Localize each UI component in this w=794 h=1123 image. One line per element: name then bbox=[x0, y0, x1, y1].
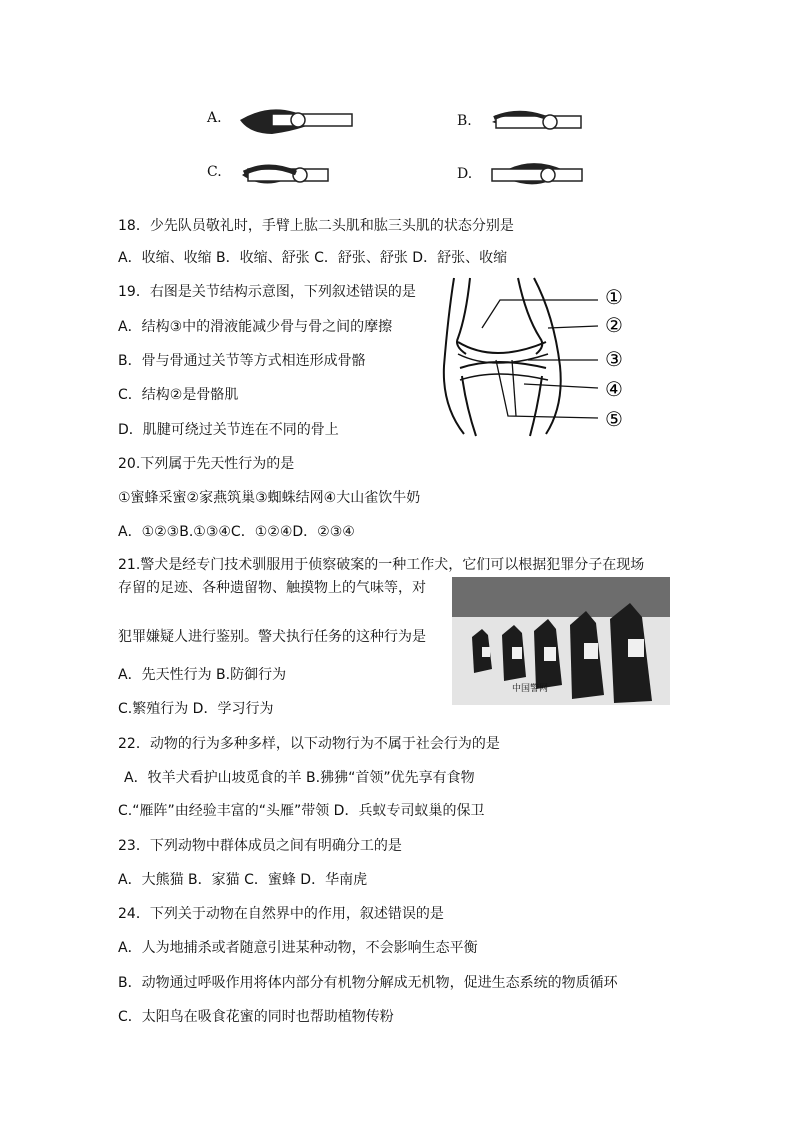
q21-option-line-2: C.繁殖行为 D．学习行为 bbox=[118, 701, 274, 717]
joint-label-5: ⑤ bbox=[605, 407, 623, 431]
q21-option-line-1: A．先天性行为 B.防御行为 bbox=[118, 667, 287, 683]
figure-option-a-drawing bbox=[232, 100, 362, 140]
q21-stem-line-2: 存留的足迹、各种遗留物、触摸物上的气味等，对 bbox=[118, 580, 426, 596]
figure-option-c-drawing bbox=[238, 155, 338, 195]
q19-option-c: C．结构②是骨骼肌 bbox=[118, 387, 239, 403]
q18-options: A．收缩、收缩 B．收缩、舒张 C．舒张、舒张 D．舒张、收缩 bbox=[118, 250, 508, 266]
joint-label-1: ① bbox=[605, 285, 623, 309]
q21-stem-line-3: 犯罪嫌疑人进行鉴别。警犬执行任务的这种行为是 bbox=[118, 629, 426, 645]
q18-stem: 18．少先队员敬礼时，手臂上肱二头肌和肱三头肌的状态分别是 bbox=[118, 218, 514, 234]
photo-caption: 中国警网 bbox=[512, 684, 549, 694]
q23-stem: 23．下列动物中群体成员之间有明确分工的是 bbox=[118, 838, 402, 854]
joint-diagram bbox=[436, 276, 636, 438]
joint-label-4: ④ bbox=[605, 377, 623, 401]
figure-option-d-drawing bbox=[488, 152, 588, 198]
q19-stem: 19．右图是关节结构示意图，下列叙述错误的是 bbox=[118, 284, 416, 300]
police-dogs-photo bbox=[452, 577, 670, 705]
q24-option-c: C．太阳鸟在吸食花蜜的同时也帮助植物传粉 bbox=[118, 1009, 394, 1025]
q22-option-line-1: A．牧羊犬看护山坡觅食的羊 B.狒狒“首领”优先享有食物 bbox=[124, 770, 475, 786]
figure-option-b-label: B. bbox=[457, 113, 472, 129]
joint-label-3: ③ bbox=[605, 347, 623, 371]
figure-option-a-label: A. bbox=[207, 110, 222, 126]
figure-option-c-label: C. bbox=[207, 164, 222, 180]
joint-label-2: ② bbox=[605, 313, 623, 337]
q23-options: A．大熊猫 B．家猫 C．蜜蜂 D．华南虎 bbox=[118, 872, 368, 888]
q21-stem-line-1: 21.警犬是经专门技术驯服用于侦察破案的一种工作犬，它们可以根据犯罪分子在现场 bbox=[118, 557, 645, 573]
q24-option-a: A．人为地捕杀或者随意引进某种动物，不会影响生态平衡 bbox=[118, 940, 478, 956]
q24-option-b: B．动物通过呼吸作用将体内部分有机物分解成无机物，促进生态系统的物质循环 bbox=[118, 975, 618, 991]
q22-option-line-2: C.“雁阵”由经验丰富的“头雁”带领 D．兵蚁专司蚁巢的保卫 bbox=[118, 803, 485, 819]
q19-option-a: A．结构③中的滑液能减少骨与骨之间的摩擦 bbox=[118, 319, 393, 335]
figure-option-d-label: D. bbox=[457, 166, 473, 182]
q20-items: ①蜜蜂采蜜②家燕筑巢③蜘蛛结网④大山雀饮牛奶 bbox=[118, 490, 421, 506]
q22-stem: 22．动物的行为多种多样，以下动物行为不属于社会行为的是 bbox=[118, 736, 500, 752]
q19-option-b: B．骨与骨通过关节等方式相连形成骨骼 bbox=[118, 353, 366, 369]
q24-stem: 24．下列关于动物在自然界中的作用，叙述错误的是 bbox=[118, 906, 444, 922]
q20-stem: 20.下列属于先天性行为的是 bbox=[118, 456, 295, 472]
q20-options: A．①②③B.①③④C．①②④D．②③④ bbox=[118, 524, 355, 540]
figure-option-b-drawing bbox=[488, 102, 588, 142]
q19-option-d: D．肌腱可绕过关节连在不同的骨上 bbox=[118, 422, 339, 438]
